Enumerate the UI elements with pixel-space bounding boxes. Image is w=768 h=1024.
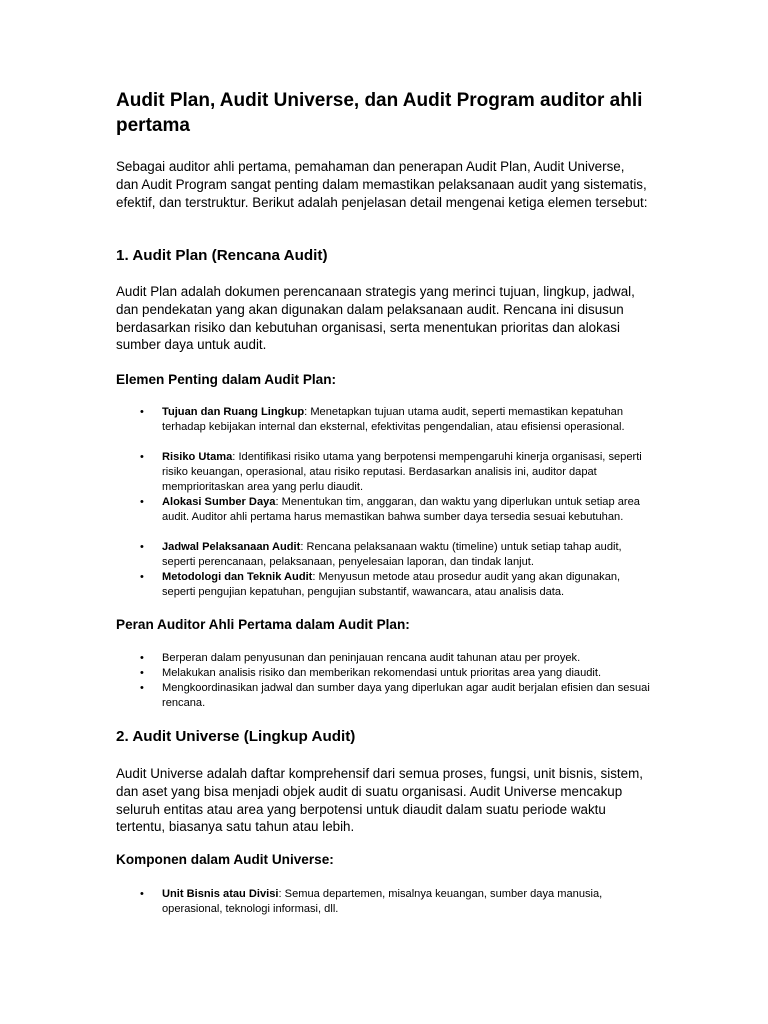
intro-paragraph: Sebagai auditor ahli pertama, pemahaman dan penerapan Audit Plan, Audit Universe, dan Audit Program sangat penting dalam memastikan pelaksanaan audit yang sistematis, efektif, dan terstruktur. Berikut adalah penjelasan detail mengenai ketiga elemen tersebut:	[116, 159, 648, 210]
bullet-icon: •	[140, 451, 144, 463]
bullet-icon: •	[140, 406, 144, 418]
list-item: Berperan dalam penyusunan dan peninjauan rencana audit tahunan atau per proyek.	[162, 652, 581, 664]
list-item: Risiko Utama: Identifikasi risiko utama yang berpotensi mempengaruhi kinerja organisasi, seperti risiko keuangan, operasional, atau risiko reputasi. Berdasarkan analisis ini, auditor dapat memprioritaskan area yang perlu diaudit.	[162, 451, 642, 493]
bullet-icon: •	[140, 496, 144, 508]
role-heading: Peran Auditor Ahli Pertama dalam Audit Plan:	[116, 617, 410, 632]
elements-heading: Elemen Penting dalam Audit Plan:	[116, 372, 337, 387]
section-2-paragraph: Audit Universe adalah daftar komprehensif dari semua proses, fungsi, unit bisnis, sistem, dan aset yang bisa menjadi objek audit di suatu organisasi. Audit Universe mencakup seluruh entitas atau area yang berpotensi untuk diaudit dalam suatu periode waktu tertentu, biasanya satu tahun atau lebih.	[116, 766, 643, 835]
list-item: Unit Bisnis atau Divisi: Semua departemen, misalnya keuangan, sumber daya manusia, operasional, teknologi informasi, dll.	[162, 888, 603, 915]
list-item: Metodologi dan Teknik Audit: Menyusun metode atau prosedur audit yang akan digunakan, seperti pengujian kepatuhan, pengujian substantif, wawancara, atau analisis data.	[162, 571, 621, 598]
section-1-paragraph: Audit Plan adalah dokumen perencanaan strategis yang merinci tujuan, lingkup, jadwal, dan pendekatan yang akan digunakan dalam pelaksanaan audit. Rencana ini disusun berdasarkan risiko dan kebutuhan organisasi, serta menentukan prioritas dan alokasi sumber daya untuk audit.	[116, 284, 635, 353]
bullet-icon: •	[140, 541, 144, 553]
list-item: Alokasi Sumber Daya: Menentukan tim, anggaran, dan waktu yang diperlukan untuk setiap area audit. Auditor ahli pertama harus memastikan bahwa sumber daya tersedia sesuai kebutuhan.	[162, 496, 640, 523]
bullet-icon: •	[140, 652, 144, 664]
list-item: Mengkoordinasikan jadwal dan sumber daya yang diperlukan agar audit berjalan efisien dan sesuai rencana.	[162, 682, 650, 709]
bullet-icon: •	[140, 682, 144, 694]
list-item: Melakukan analisis risiko dan memberikan rekomendasi untuk prioritas area yang diaudit.	[162, 667, 602, 679]
bullet-icon: •	[140, 667, 144, 679]
document-title: Audit Plan, Audit Universe, dan Audit Program auditor ahli pertama	[116, 90, 643, 136]
bullet-icon: •	[140, 571, 144, 583]
list-item: Jadwal Pelaksanaan Audit: Rencana pelaksanaan waktu (timeline) untuk setiap tahap audit, seperti perencanaan, pelaksanaan, penyelesaian laporan, dan tindak lanjut.	[162, 541, 622, 568]
components-heading: Komponen dalam Audit Universe:	[116, 852, 334, 867]
list-item: Tujuan dan Ruang Lingkup: Menetapkan tujuan utama audit, seperti memastikan kepatuhan terhadap kebijakan internal dan eksternal, efektivitas pengendalian, atau efisiensi operasional.	[162, 406, 625, 433]
bullet-icon: •	[140, 888, 144, 900]
section-2-heading: 2. Audit Universe (Lingkup Audit)	[116, 728, 356, 745]
section-1-heading: 1. Audit Plan (Rencana Audit)	[116, 247, 328, 264]
